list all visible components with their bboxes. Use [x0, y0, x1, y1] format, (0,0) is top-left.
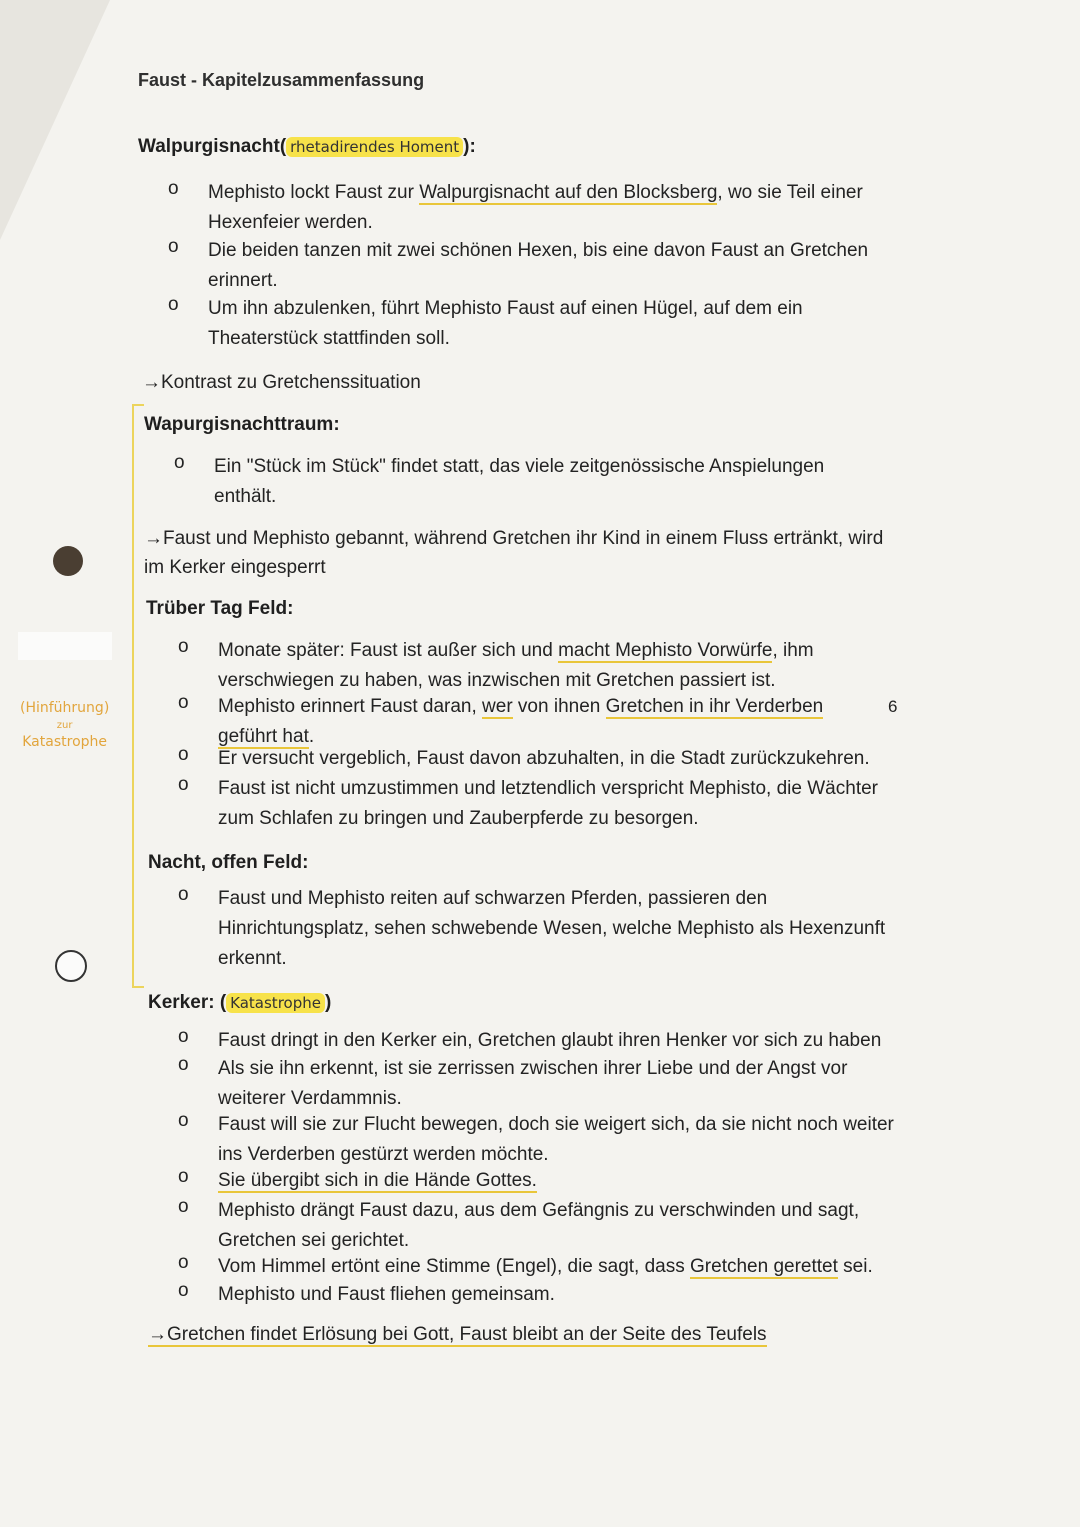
heading-kerker: Kerker: ( Katastrophe )	[148, 992, 332, 1013]
heading-walpurgisnachttraum: Wapurgisnachttraum:	[144, 414, 340, 435]
list-item: o Mephisto drängt Faust dazu, aus dem Gefängnis zu verschwinden und sagt, Gretchen sei gerichtet.	[178, 1196, 860, 1251]
margin-note: (Hinführung) zur Katastrophe	[20, 700, 110, 750]
margin-bracket	[132, 404, 144, 988]
list-item: o Die beiden tanzen mit zwei schönen Hexen, bis eine davon Faust an Gretchen erinnert.	[168, 236, 869, 291]
highlight-note: Katastrophe	[226, 993, 325, 1013]
punch-hole	[55, 950, 87, 982]
punch-hole	[53, 546, 83, 576]
heading-nacht-offen-feld: Nacht, offen Feld:	[148, 852, 309, 873]
list-item: o Faust dringt in den Kerker ein, Gretchen glaubt ihren Henker vor sich zu haben	[178, 1026, 882, 1051]
list-item: o Vom Himmel ertönt eine Stimme (Engel), die sagt, dass Gretchen gerettet sei.	[178, 1252, 873, 1277]
list-item: o Faust ist nicht umzustimmen und letztendlich verspricht Mephisto, die Wächter zum Schlafen zu bringen und Zauberpferde zu besorgen.	[178, 774, 878, 829]
list-item: o Mephisto und Faust fliehen gemeinsam.	[178, 1280, 555, 1305]
list-item: o Mephisto erinnert Faust daran, wer von ihnen Gretchen in ihr Verderben geführt hat.	[178, 692, 824, 747]
list-item: o Mephisto lockt Faust zur Walpurgisnacht auf den Blocksberg, wo sie Teil einer Hexenfeier werden.	[168, 178, 863, 233]
page-fold	[0, 0, 110, 240]
arrow-conclusion: →Gretchen findet Erlösung bei Gott, Faust bleibt an der Seite des Teufels	[148, 1324, 767, 1345]
highlight-note: rhetadirendes Homent	[286, 137, 463, 157]
page-number: 6	[888, 697, 898, 716]
list-item: o Er versucht vergeblich, Faust davon abzuhalten, in die Stadt zurückzukehren.	[178, 744, 870, 769]
list-item: o Als sie ihn erkennt, ist sie zerrissen zwischen ihrer Liebe und der Angst vor weiterer Verdammnis.	[178, 1054, 848, 1109]
page-header: Faust - Kapitelzusammenfassung	[138, 70, 425, 90]
list-item: o Ein "Stück im Stück" findet statt, das viele zeitgenössische Anspielungen enthält.	[174, 452, 825, 507]
list-item: o Sie übergibt sich in die Hände Gottes.	[178, 1166, 537, 1191]
list-item: o Monate später: Faust ist außer sich und macht Mephisto Vorwürfe, ihm verschwiegen zu haben, was inzwischen mit Gretchen passiert ist.	[178, 636, 814, 691]
arrow-conclusion: →Kontrast zu Gretchenssituation	[142, 372, 421, 393]
heading-trueber-tag-feld: Trüber Tag Feld:	[146, 598, 294, 619]
heading-walpurgisnacht: Walpurgisnacht( rhetadirendes Homent ):	[138, 136, 476, 157]
sticker	[18, 632, 112, 660]
list-item: o Um ihn abzulenken, führt Mephisto Faust auf einen Hügel, auf dem ein Theaterstück stattfinden soll.	[168, 294, 803, 349]
arrow-conclusion: →Faust und Mephisto gebannt, während Gretchen ihr Kind in einem Fluss ertränkt, wird im Kerker eingesperrt	[144, 528, 884, 578]
list-item: o Faust und Mephisto reiten auf schwarzen Pferden, passieren den Hinrichtungsplatz, sehen schwebende Wesen, welche Mephisto als Hexenzunft erkennt.	[178, 884, 886, 969]
list-item: o Faust will sie zur Flucht bewegen, doch sie weigert sich, da sie nicht noch weiter ins Verderben gestürzt werden möchte.	[178, 1110, 894, 1165]
